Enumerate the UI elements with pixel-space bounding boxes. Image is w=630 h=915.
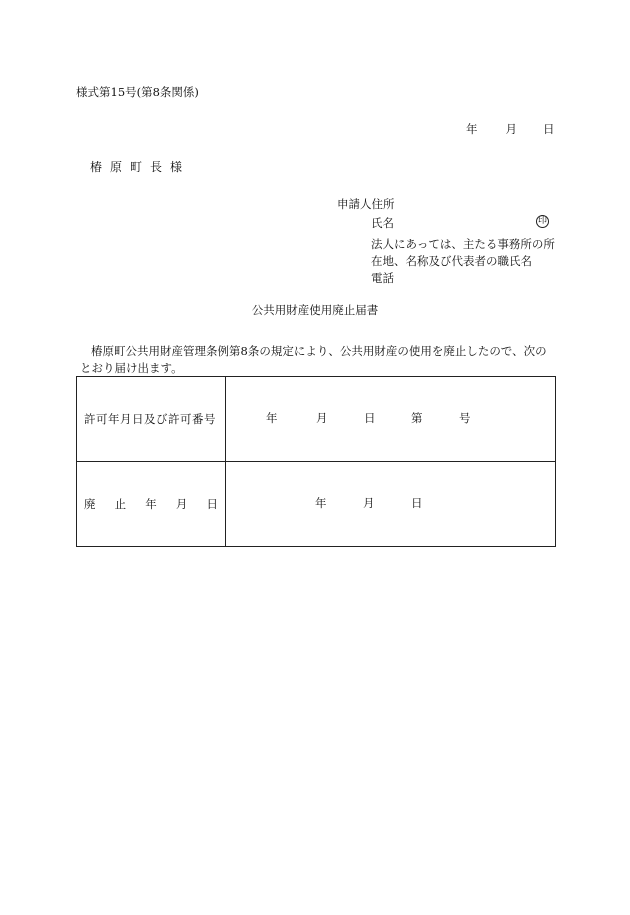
label-char: 廃 <box>84 497 96 511</box>
abolish-month: 月 <box>363 496 375 510</box>
label-char: 止 <box>114 497 127 511</box>
abolish-year: 年 <box>315 496 327 510</box>
date-day: 日 <box>543 122 555 136</box>
submission-date <box>466 124 555 136</box>
permit-day: 日 <box>364 411 376 425</box>
date-year: 年 <box>466 122 478 136</box>
abolish-day: 日 <box>411 496 423 510</box>
permit-number-suffix: 号 <box>459 411 471 425</box>
applicant-name-label: 氏名 <box>371 216 394 230</box>
permit-month: 月 <box>316 411 328 425</box>
applicant-address-label: 申請人住所 <box>337 197 395 211</box>
table-row <box>77 377 556 462</box>
applicant-note <box>371 236 556 287</box>
label-char: 日 <box>206 497 218 511</box>
permit-label: 許可年月日及び許可番号 <box>77 377 226 462</box>
phone-label: 電話 <box>371 271 394 285</box>
abolish-date-label <box>77 462 226 547</box>
label-char: 月 <box>175 497 188 511</box>
table-row <box>77 462 556 547</box>
seal-icon: 印 <box>537 216 547 226</box>
corporate-note: 法人にあっては、主たる事務所の所在地、名称及び代表者の職氏名 <box>371 237 555 268</box>
body-text: 椿原町公共用財産管理条例第8条の規定により、公共用財産の使用を廃止したので、次のとおり届け出ます。 <box>80 344 547 375</box>
notification-table <box>76 376 556 547</box>
permit-year: 年 <box>266 411 278 425</box>
permit-number-prefix: 第 <box>411 411 423 425</box>
document-title: 公共用財産使用廃止届書 <box>251 303 379 317</box>
date-month: 月 <box>505 122 517 136</box>
addressee: 椿原町長様 <box>90 160 191 174</box>
permit-value <box>226 377 556 462</box>
form-number: 様式第15号(第8条関係) <box>76 85 199 99</box>
label-char: 年 <box>145 497 157 511</box>
abolish-date-value <box>226 462 556 547</box>
